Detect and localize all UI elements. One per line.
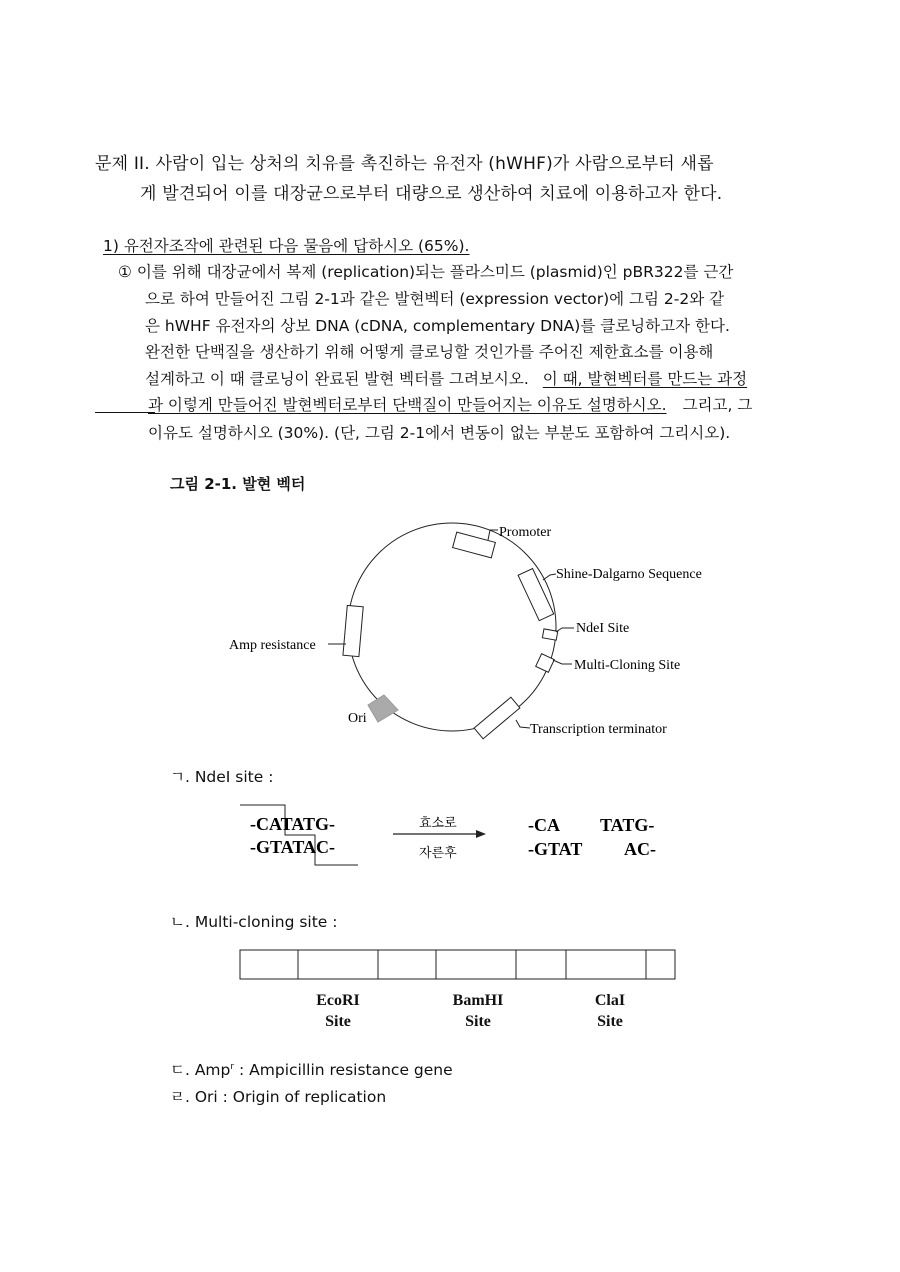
figure-title: 그림 2-1. 발현 벡터 (170, 475, 306, 493)
ndei-block (542, 629, 557, 640)
sequence-top: -CATATG- (250, 814, 335, 834)
mcs-site-bamhi-site: Site (465, 1013, 491, 1030)
amp-note-sup: r (230, 1061, 235, 1072)
label-ori: Ori (348, 711, 367, 726)
question-line-3: 은 hWHF 유전자의 상보 DNA (cDNA, complementary DNA)를 클로닝하고자 한다. (145, 317, 730, 335)
label-promoter: Promoter (499, 525, 552, 540)
arrow-label-top: 효소로 (419, 816, 457, 831)
question-line-5-text: 설계하고 이 때 클로닝이 완료된 발현 벡터를 그려보시오. (145, 370, 529, 388)
mcs-site-ecori (298, 990, 378, 1032)
mcs-site-ecori-name: EcoRI (316, 992, 360, 1009)
mcs-site-ecori-site: Site (325, 1013, 351, 1030)
cut-bottom-right: AC- (624, 839, 656, 859)
mcs-site-bamhi (438, 990, 518, 1032)
cut-bottom-left: -GTAT (528, 839, 583, 859)
question-line-6-text: 그리고, 그 (682, 396, 753, 414)
arrow-label-bottom: 자른후 (419, 846, 457, 861)
ori-note: ㄹ. Ori : Origin of replication (170, 1088, 387, 1106)
amp-note-prefix: ㄷ. Amp (170, 1061, 231, 1079)
question-line-2: 으로 하여 만들어진 그림 2-1과 같은 발현벡터 (expression vector)에 그림 2-2와 같 (145, 290, 725, 308)
cut-top-left: -CA (528, 815, 560, 835)
mcs-site-clai-site: Site (597, 1013, 623, 1030)
question-line-1: ① 이를 위해 대장균에서 복제 (replication)되는 플라스미드 (plasmid)인 pBR322를 근간 (118, 263, 734, 281)
strike-line (95, 412, 155, 413)
ndei-heading: ㄱ. NdeI site : (170, 768, 274, 786)
mcs-site-clai (570, 990, 650, 1032)
mcs-site-bamhi-name: BamHI (452, 992, 504, 1009)
label-shine-dalgarno: Shine-Dalgarno Sequence (556, 567, 702, 582)
question-line-6 (148, 393, 752, 415)
mcs-heading: ㄴ. Multi-cloning site : (170, 913, 338, 931)
plasmid-diagram (220, 515, 740, 750)
section-heading: 1) 유전자조작에 관련된 다음 물음에 답하시오 (65%). (103, 237, 470, 255)
amp-block (343, 605, 363, 656)
ori-block (368, 695, 398, 722)
amp-note-rest: : Ampicillin resistance gene (234, 1061, 453, 1079)
mcs-diagram (238, 948, 678, 982)
label-terminator: Transcription terminator (530, 722, 667, 737)
problem-line-2: 게 발견되어 이를 대장균으로부터 대량으로 생산하여 치료에 이용하고자 한다. (140, 184, 723, 204)
ndei-cut-diagram (238, 800, 678, 870)
question-line-5 (145, 367, 747, 389)
terminator-block (474, 697, 520, 739)
question-line-7: 이유도 설명하시오 (30%). (단, 그림 2-1에서 변동이 없는 부분도 포함하여 그리시오). (148, 424, 731, 442)
question-line-5-underlined: 이 때, 발현벡터를 만드는 과정 (542, 370, 748, 388)
amp-note (170, 1058, 453, 1080)
label-amp-resistance: Amp resistance (229, 638, 316, 653)
label-mcs: Multi-Cloning Site (574, 658, 681, 673)
label-ndei-site: NdeI Site (576, 621, 630, 636)
cut-top-right: TATG- (600, 815, 655, 835)
mcs-site-clai-name: ClaI (594, 992, 626, 1009)
question-line-6-underlined: 과 이렇게 만들어진 발현벡터로부터 단백질이 만들어지는 이유도 설명하시오. (148, 396, 667, 414)
sequence-bottom: -GTATAC- (250, 837, 335, 857)
question-line-4: 완전한 단백질을 생산하기 위해 어떻게 클로닝할 것인가를 주어진 제한효소를 이용해 (145, 343, 714, 361)
problem-line-1: 문제 II. 사람이 입는 상처의 치유를 촉진하는 유전자 (hWHF)가 사람으로부터 새롭 (95, 154, 714, 174)
